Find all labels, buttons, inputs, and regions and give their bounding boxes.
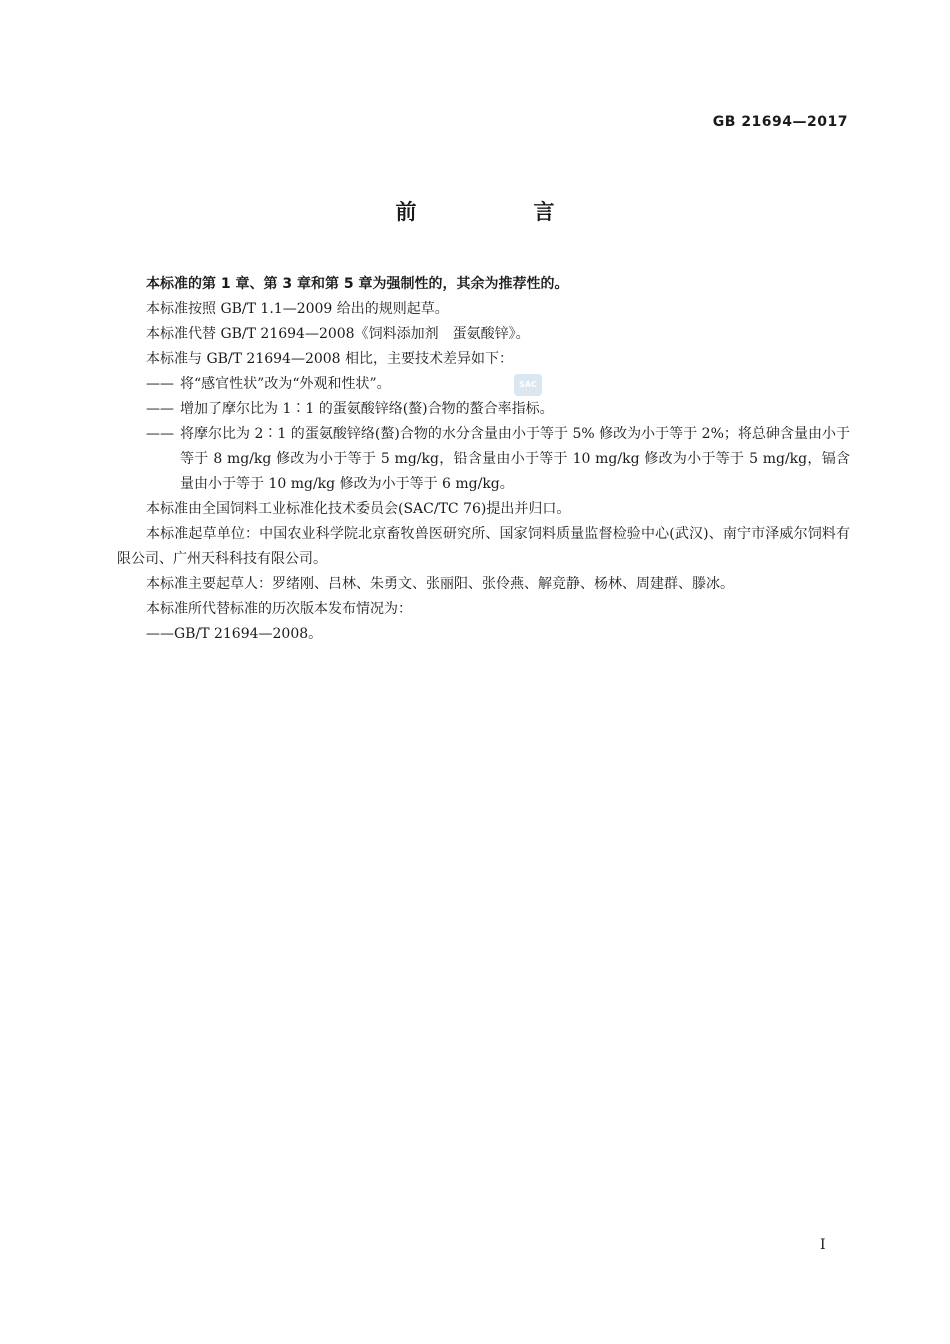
drafters-paragraph: 本标准主要起草人：罗绪刚、吕林、朱勇文、张丽阳、张伶燕、解竞静、杨林、周建群、滕冰。 <box>146 576 734 592</box>
change-text: 将“感官性状”改为“外观和性状”。 <box>180 376 391 392</box>
proposed-by-paragraph: 本标准由全国饲料工业标准化技术委员会(SAC/TC 76)提出并归口。 <box>146 501 571 517</box>
mandatory-note: 本标准的第 1 章、第 3 章和第 5 章为强制性的，其余为推荐性的。 <box>146 276 569 292</box>
drafting-units-paragraph: 本标准起草单位：中国农业科学院北京畜牧兽医研究所、国家饲料质量监督检验中心(武汉)、南宁市泽威尔饲料有限公司、广州天科科技有限公司。 <box>117 526 850 567</box>
change-item <box>117 422 850 497</box>
history-intro-paragraph: 本标准所代替标准的历次版本发布情况为： <box>146 601 412 617</box>
change-item <box>117 372 850 397</box>
standard-code: GB 21694—2017 <box>712 114 848 130</box>
dash-marker: —— <box>146 376 174 392</box>
dash-marker: —— <box>146 426 174 442</box>
foreword-body <box>117 272 850 647</box>
page-title: 前 言 <box>395 200 603 224</box>
history-text: GB/T 21694—2008。 <box>174 626 323 642</box>
dash-marker: —— <box>146 626 174 642</box>
changes-intro-paragraph: 本标准与 GB/T 21694—2008 相比，主要技术差异如下： <box>146 351 514 367</box>
change-text: 将摩尔比为 2∶1 的蛋氨酸锌络(螯)合物的水分含量由小于等于 5% 修改为小于等于 2%；将总砷含量由小于等于 8 mg/kg 修改为小于等于 5 mg/kg，铅含量由小于等于 10 mg/kg 修改为小于等于 5 mg/kg，镉含量由小于等于 10 mg/kg 修改为小于等于 6 mg/kg。 <box>180 426 850 492</box>
sac-watermark-logo: SAC <box>514 374 542 396</box>
dash-marker: —— <box>146 401 174 417</box>
history-item <box>117 622 850 647</box>
change-text: 增加了摩尔比为 1∶1 的蛋氨酸锌络(螯)合物的螯合率指标。 <box>180 401 554 417</box>
page-number: I <box>820 1237 826 1253</box>
drafting-rules-paragraph: 本标准按照 GB/T 1.1—2009 给出的规则起草。 <box>146 301 449 317</box>
replaces-paragraph: 本标准代替 GB/T 21694—2008《饲料添加剂 蛋氨酸锌》。 <box>146 326 530 342</box>
change-item <box>117 397 850 422</box>
